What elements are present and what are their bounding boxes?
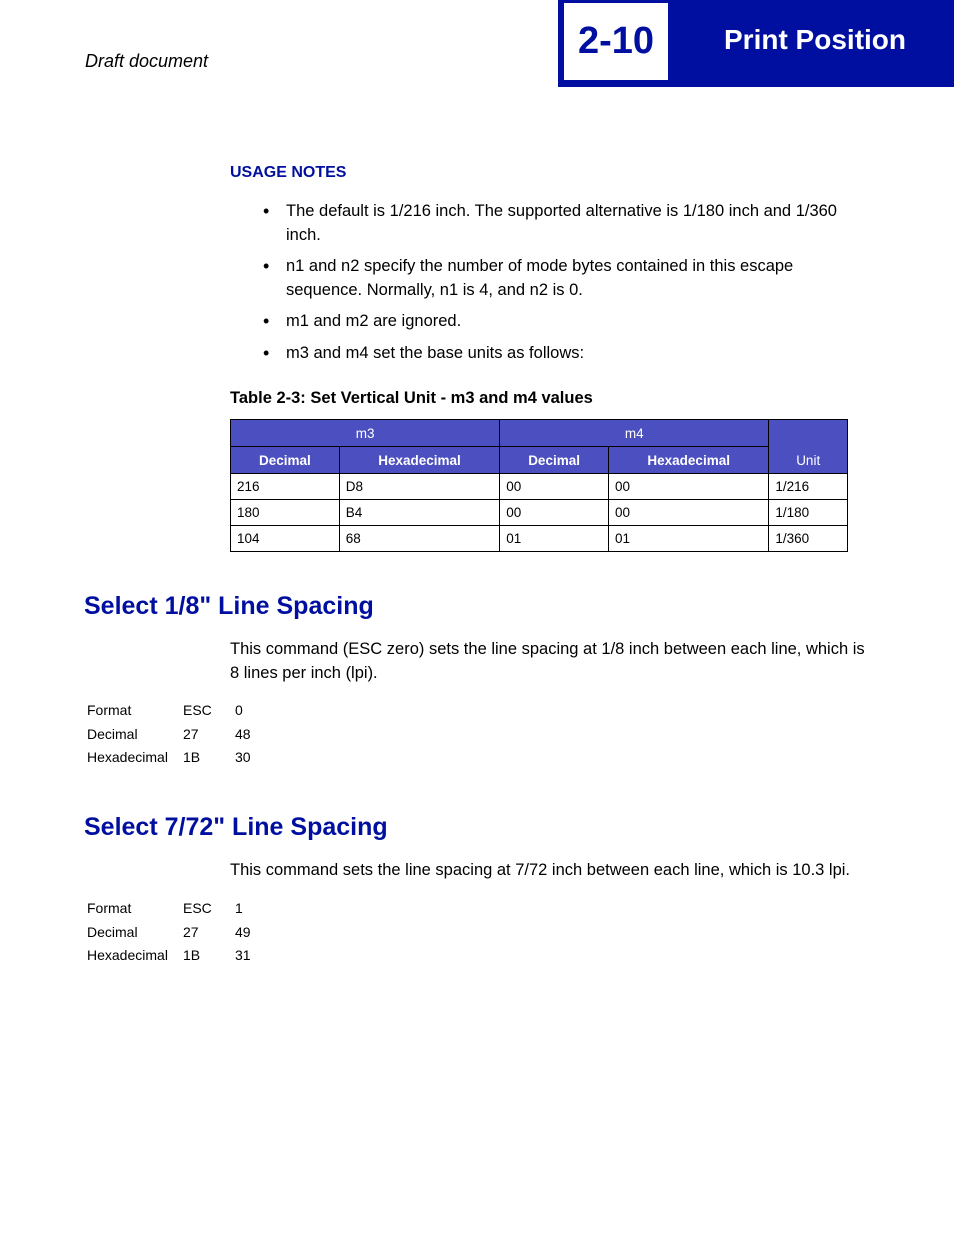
- format-label: Hexadecimal: [87, 749, 168, 765]
- bullet-icon: •: [263, 201, 270, 221]
- table-cell: 68: [339, 526, 499, 552]
- table-cell: 01: [608, 526, 768, 552]
- usage-notes-heading: USAGE NOTES: [230, 164, 347, 181]
- format-value: 31: [235, 947, 251, 963]
- format-row: [87, 749, 251, 773]
- format-row: [87, 947, 251, 971]
- table-caption: Table 2-3: Set Vertical Unit - m3 and m4 values: [230, 389, 593, 407]
- table-cell: 00: [608, 500, 768, 526]
- format-value: 27: [183, 725, 199, 742]
- format-value: 1B: [183, 749, 201, 765]
- list-item: [263, 310, 873, 334]
- format-value: 49: [235, 923, 251, 940]
- table-cell: 00: [500, 474, 609, 500]
- table-cell: D8: [339, 474, 499, 500]
- list-item: [263, 342, 873, 366]
- table-cell: 1/360: [769, 526, 848, 552]
- format-value: 0: [235, 702, 243, 718]
- group-header-m3: m3: [231, 420, 500, 447]
- table-cell: 00: [608, 474, 768, 500]
- vertical-unit-table: [230, 419, 848, 552]
- section-title-7-72-spacing: Select 7/72" Line Spacing: [84, 813, 388, 841]
- format-value: 48: [235, 725, 251, 742]
- format-row: [87, 900, 251, 924]
- bullet-icon: •: [263, 311, 270, 331]
- format-row: [87, 924, 251, 948]
- format-label: Hexadecimal: [87, 947, 168, 963]
- page-number: 2-10: [564, 3, 668, 80]
- table-cell: 216: [231, 474, 340, 500]
- command-format-table: [87, 900, 251, 971]
- table-row: [231, 500, 848, 526]
- bullet-text: m1 and m2 are ignored.: [286, 312, 462, 330]
- table-cell: 104: [231, 526, 340, 552]
- bullet-icon: •: [263, 256, 270, 276]
- table-row: [231, 474, 848, 500]
- format-value: ESC: [183, 702, 212, 718]
- table-cell: 00: [500, 500, 609, 526]
- section-description: This command (ESC zero) sets the line spacing at 1/8 inch between each line, which is 8 lines per inch (lpi).: [230, 640, 865, 682]
- bullet-text: n1 and n2 specify the number of mode bytes contained in this escape sequence. Normally, n1 is 4, and n2 is 0.: [286, 257, 794, 299]
- table-cell: 1/216: [769, 474, 848, 500]
- list-item: [263, 255, 873, 302]
- format-value: 30: [235, 749, 251, 765]
- format-label: Decimal: [87, 923, 138, 940]
- format-row: [87, 726, 251, 750]
- table-cell: B4: [339, 500, 499, 526]
- usage-notes-list: [263, 200, 873, 373]
- section-title-1-8-spacing: Select 1/8" Line Spacing: [84, 592, 374, 620]
- group-header-m4: m4: [500, 420, 769, 447]
- table-cell: 1/180: [769, 500, 848, 526]
- table-cell: 180: [231, 500, 340, 526]
- column-header: Decimal: [500, 447, 609, 474]
- format-label: Format: [87, 702, 132, 718]
- bullet-icon: •: [263, 342, 270, 363]
- bullet-text: m3 and m4 set the base units as follows:: [286, 343, 585, 362]
- format-value: 1: [235, 900, 243, 916]
- format-label: Format: [87, 900, 132, 916]
- section-description: This command sets the line spacing at 7/72 inch between each line, which is 10.3 lpi.: [230, 861, 851, 879]
- format-row: [87, 702, 251, 726]
- command-format-table: [87, 702, 251, 773]
- draft-label: Draft document: [85, 51, 209, 71]
- column-header-unit: Unit: [769, 420, 848, 474]
- table-cell: 01: [500, 526, 609, 552]
- column-header: Hexadecimal: [608, 447, 768, 474]
- column-header: Hexadecimal: [339, 447, 499, 474]
- format-value: 1B: [183, 947, 201, 963]
- format-label: Decimal: [87, 725, 138, 742]
- format-value: ESC: [183, 900, 212, 916]
- table-header-row: [231, 420, 848, 447]
- table-subheader-row: [231, 447, 848, 474]
- list-item: [263, 200, 873, 247]
- bullet-text: The default is 1/216 inch. The supported alternative is 1/180 inch and 1/360 inch.: [286, 202, 837, 244]
- format-value: 27: [183, 923, 199, 940]
- table-row: [231, 526, 848, 552]
- chapter-title: Print Position: [724, 24, 906, 55]
- column-header: Decimal: [231, 447, 340, 474]
